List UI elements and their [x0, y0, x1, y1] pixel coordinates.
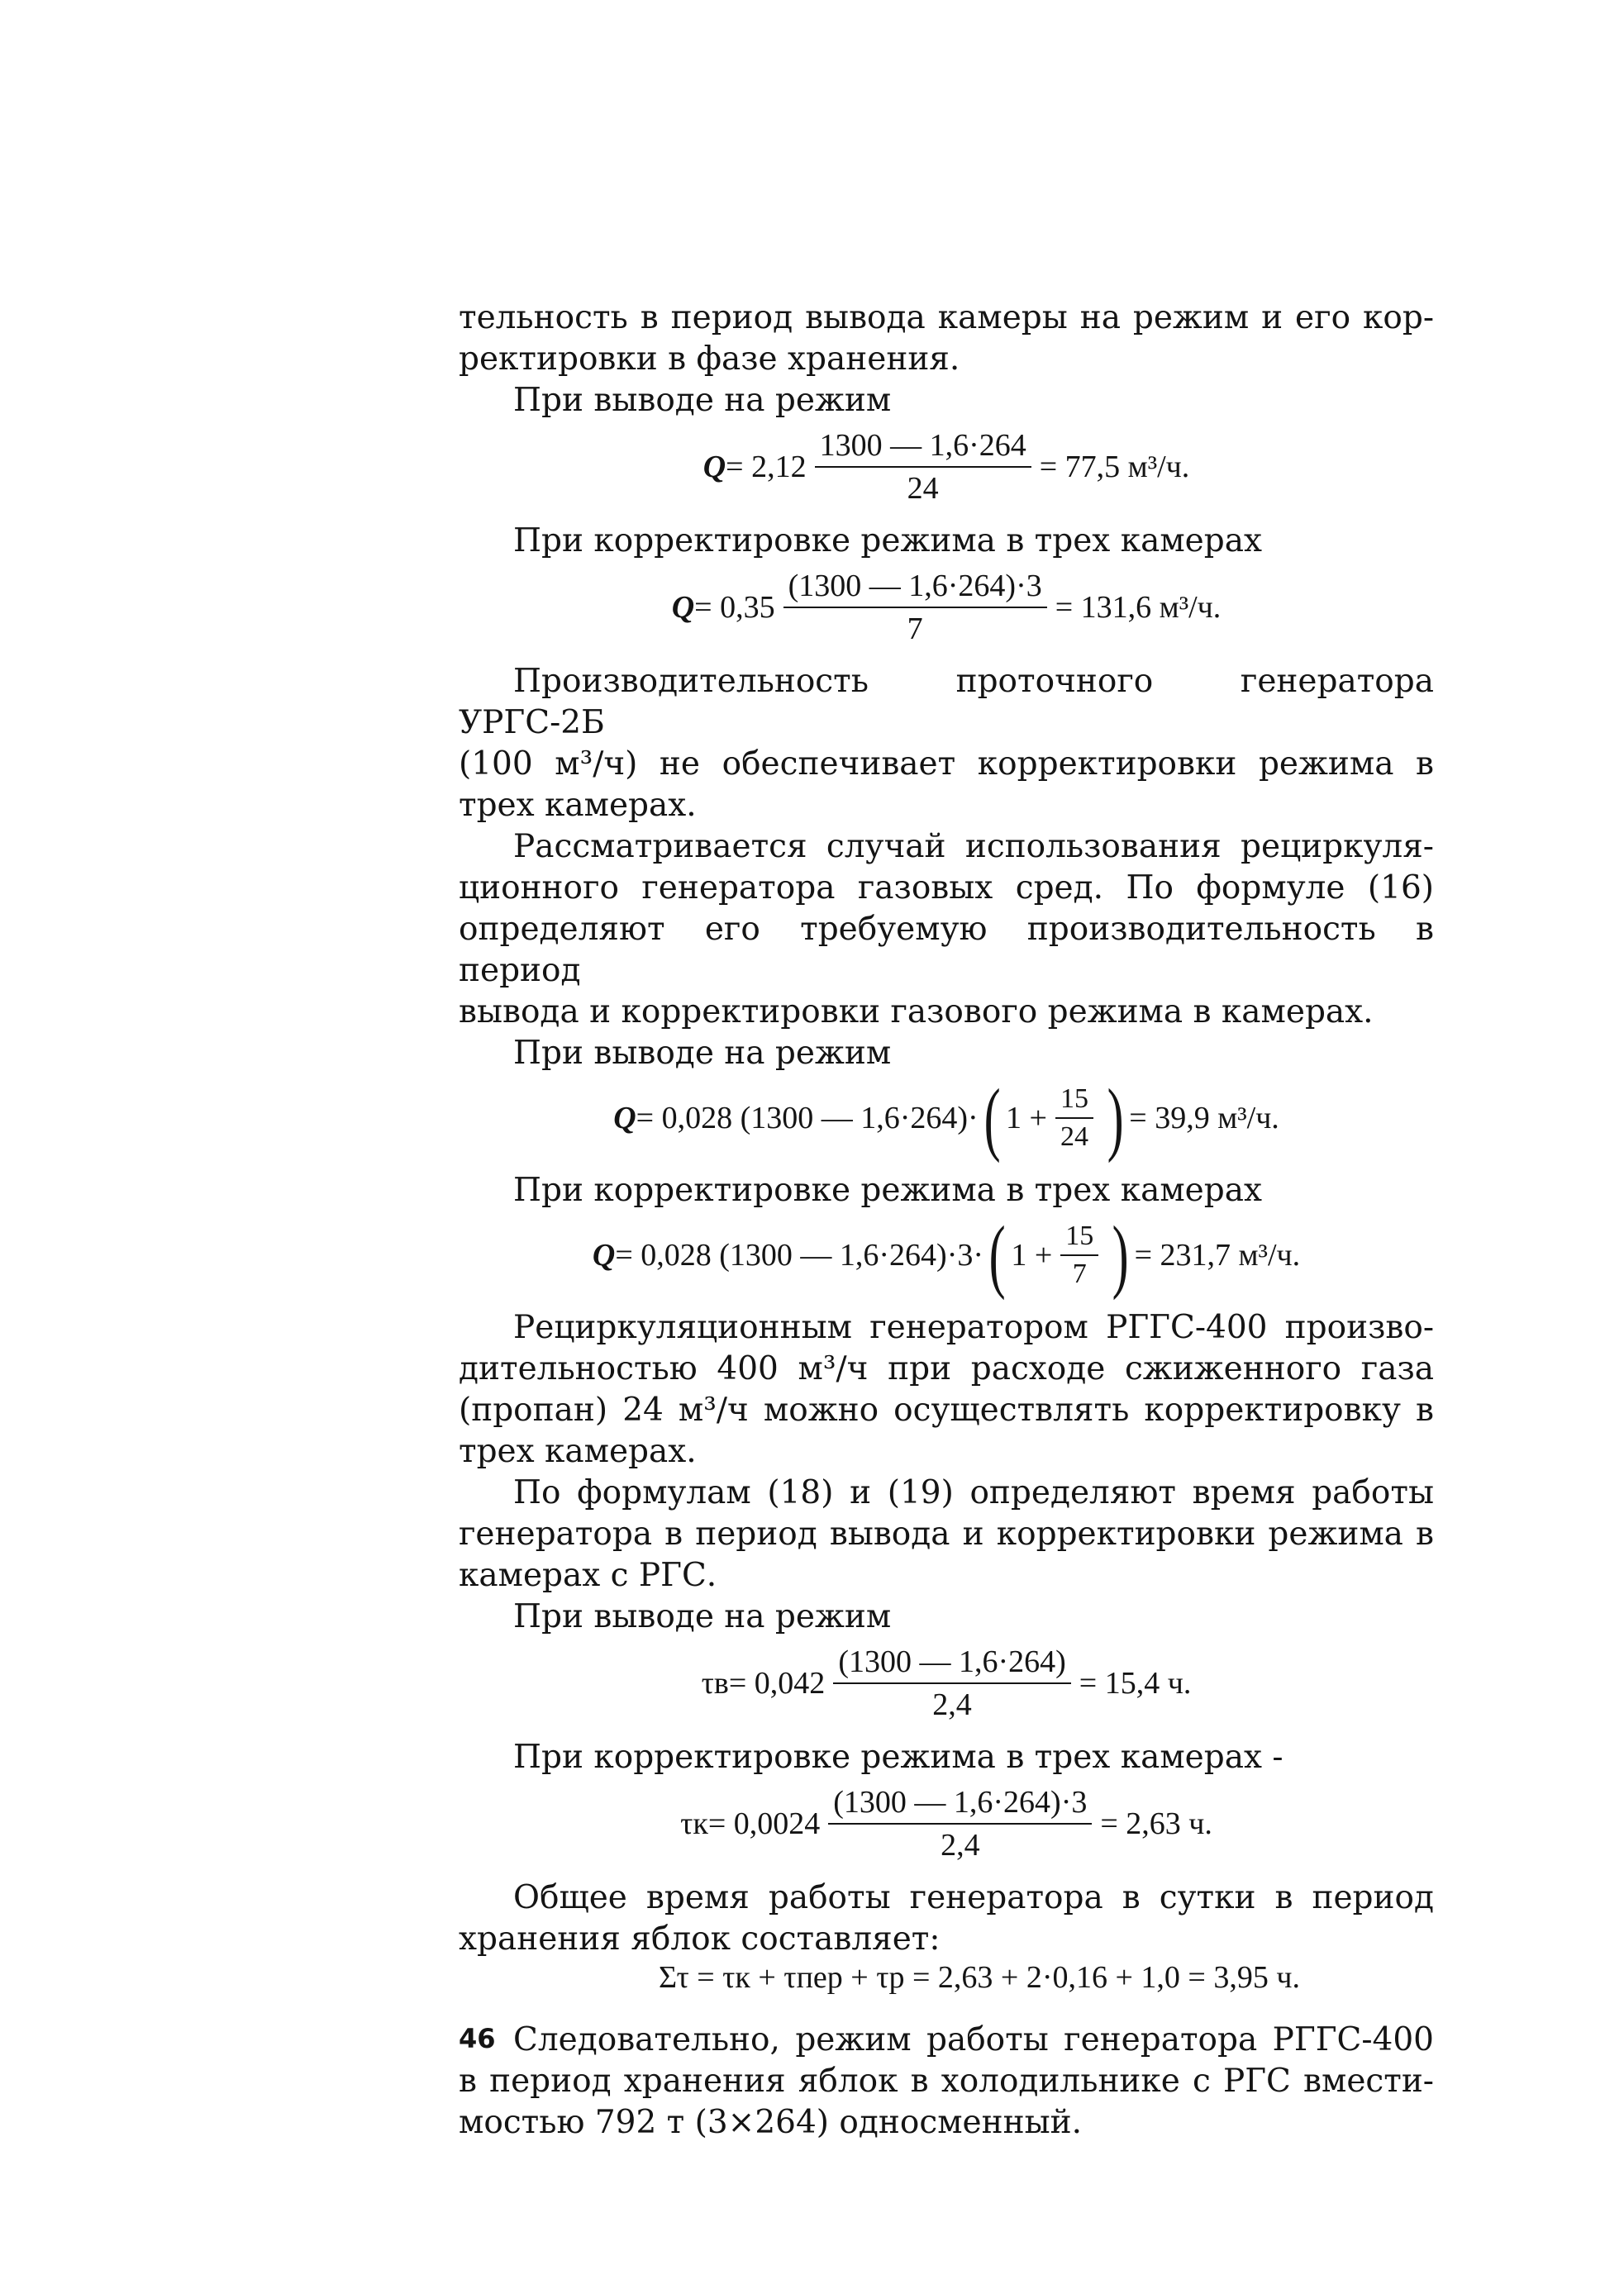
formula-fraction: [1055, 1084, 1093, 1152]
formula-result: = 131,6 м³/ч.: [1055, 590, 1222, 625]
formula-lhs: Q: [613, 1101, 636, 1135]
fraction-denominator: 2,4: [941, 1828, 980, 1863]
paragraph-line: вывода и корректировки газового режима в камерах.: [459, 993, 1374, 1030]
formula-result: = 77,5 м³/ч.: [1039, 450, 1190, 484]
left-paren-icon: (: [988, 1209, 1006, 1301]
page-body: [459, 297, 1434, 2144]
paragraph-line: ционного генератора газовых сред. По формуле (16): [459, 869, 1434, 907]
paragraph-line: мостью 792 т (3×264) односменный.: [459, 2104, 1083, 2141]
formula-fraction: [815, 428, 1031, 506]
formula-q-correction: [459, 569, 1434, 646]
formula-q-rgs-correction: [459, 1209, 1434, 1301]
formula-q-rgs-output: [459, 1072, 1434, 1164]
paragraph-line: камерах с РГС.: [459, 1557, 717, 1594]
fraction-numerator: 15: [1055, 1084, 1093, 1119]
fraction-numerator: 15: [1060, 1221, 1098, 1256]
formula-result: = 2,63 ч.: [1100, 1806, 1212, 1841]
formula-lhs: τв: [701, 1666, 729, 1701]
fraction-denominator: 24: [1060, 1121, 1088, 1152]
formula-parenthesis: [983, 1209, 1135, 1301]
right-paren-icon: ): [1112, 1209, 1129, 1301]
paragraph-line: Рециркуляционным генератором РГГС-400 произво-: [513, 1309, 1434, 1346]
formula-lhs: τк: [680, 1806, 708, 1841]
formula-coef: = 0,35: [694, 590, 775, 625]
paragraph-line: трех камерах.: [459, 1433, 697, 1470]
formula-intro: При корректировке режима в трех камерах: [513, 1172, 1262, 1209]
paragraph-line: тельность в период вывода камеры на режим и его кор-: [459, 299, 1434, 336]
paragraph-line: (пропан) 24 м³/ч можно осуществлять корректировку в: [459, 1392, 1434, 1429]
paragraph-line: Общее время работы генератора в сутки в период: [513, 1879, 1434, 1916]
paragraph-line: Рассматривается случай использования рециркуля-: [513, 828, 1434, 865]
formula-total-time: [525, 1960, 1434, 1995]
formula-intro: При выводе на режим: [513, 1598, 892, 1635]
fraction-numerator: (1300 — 1,6·264): [833, 1644, 1070, 1684]
formula-fraction: [833, 1644, 1070, 1722]
paragraph-line: определяют его требуемую производительность в период: [459, 911, 1434, 989]
formula-one: 1 +: [1011, 1238, 1053, 1273]
formula-coef: = 0,042: [728, 1666, 826, 1701]
paragraph-line: генератора в период вывода и корректировки режима в: [459, 1516, 1434, 1553]
formula-fraction: [783, 569, 1047, 646]
formula-parenthesis: [979, 1072, 1130, 1164]
formula-lhs: Q: [702, 450, 726, 484]
formula-expr: = 0,028 (1300 — 1,6·264)·: [636, 1101, 979, 1135]
formula-fraction: [828, 1785, 1092, 1863]
page-number: 46: [459, 2023, 496, 2054]
formula-intro: При корректировке режима в трех камерах: [513, 522, 1262, 559]
formula-tau-output: [459, 1644, 1434, 1722]
paragraph-line: дительностью 400 м³/ч при расходе сжиженного газа: [459, 1350, 1434, 1387]
fraction-denominator: 7: [907, 612, 923, 646]
formula-lhs: Q: [671, 590, 695, 625]
fraction-numerator: 1300 — 1,6·264: [815, 428, 1031, 468]
formula-result: = 39,9 м³/ч.: [1129, 1101, 1279, 1135]
formula-tau-correction: [459, 1785, 1434, 1863]
paragraph-line: Следовательно, режим работы генератора РГГС-400: [513, 2021, 1434, 2058]
right-paren-icon: ): [1107, 1072, 1124, 1164]
paragraph-line: (100 м³/ч) не обеспечивает корректировки режима в: [459, 745, 1434, 783]
formula-result: = 231,7 м³/ч.: [1134, 1238, 1301, 1273]
left-paren-icon: (: [983, 1072, 1001, 1164]
fraction-numerator: (1300 — 1,6·264)·3: [783, 569, 1047, 608]
fraction-numerator: (1300 — 1,6·264)·3: [828, 1785, 1092, 1825]
paragraph-line: ректировки в фазе хранения.: [459, 340, 960, 378]
fraction-denominator: 7: [1072, 1259, 1087, 1289]
formula-coef: = 2,12: [726, 450, 807, 484]
formula-intro: При корректировке режима в трех камерах -: [513, 1739, 1283, 1776]
fraction-denominator: 24: [907, 471, 939, 506]
paragraph-line: По формулам (18) и (19) определяют время работы: [513, 1474, 1434, 1511]
paragraph-line: Производительность проточного генератора УРГС-2Б: [459, 663, 1434, 741]
formula-expr: = 0,028 (1300 — 1,6·264)·3·: [615, 1238, 984, 1273]
formula-result: = 15,4 ч.: [1079, 1666, 1192, 1701]
formula-intro: При выводе на режим: [513, 382, 892, 419]
formula-intro: При выводе на режим: [513, 1035, 892, 1072]
formula-sum: Στ = τк + τпер + τр = 2,63 + 2·0,16 + 1,0 = 3,95 ч.: [659, 1960, 1300, 1995]
paragraph-line: трех камерах.: [459, 787, 697, 824]
paragraph-line: в период хранения яблок в холодильнике с РГС вмести-: [459, 2063, 1434, 2100]
formula-coef: = 0,0024: [707, 1806, 821, 1841]
fraction-denominator: 2,4: [932, 1687, 972, 1722]
paragraph-line: хранения яблок составляет:: [459, 1920, 941, 1958]
formula-one: 1 +: [1006, 1101, 1047, 1135]
formula-lhs: Q: [592, 1238, 616, 1273]
formula-fraction: [1060, 1221, 1098, 1289]
formula-q-output: [459, 428, 1434, 506]
